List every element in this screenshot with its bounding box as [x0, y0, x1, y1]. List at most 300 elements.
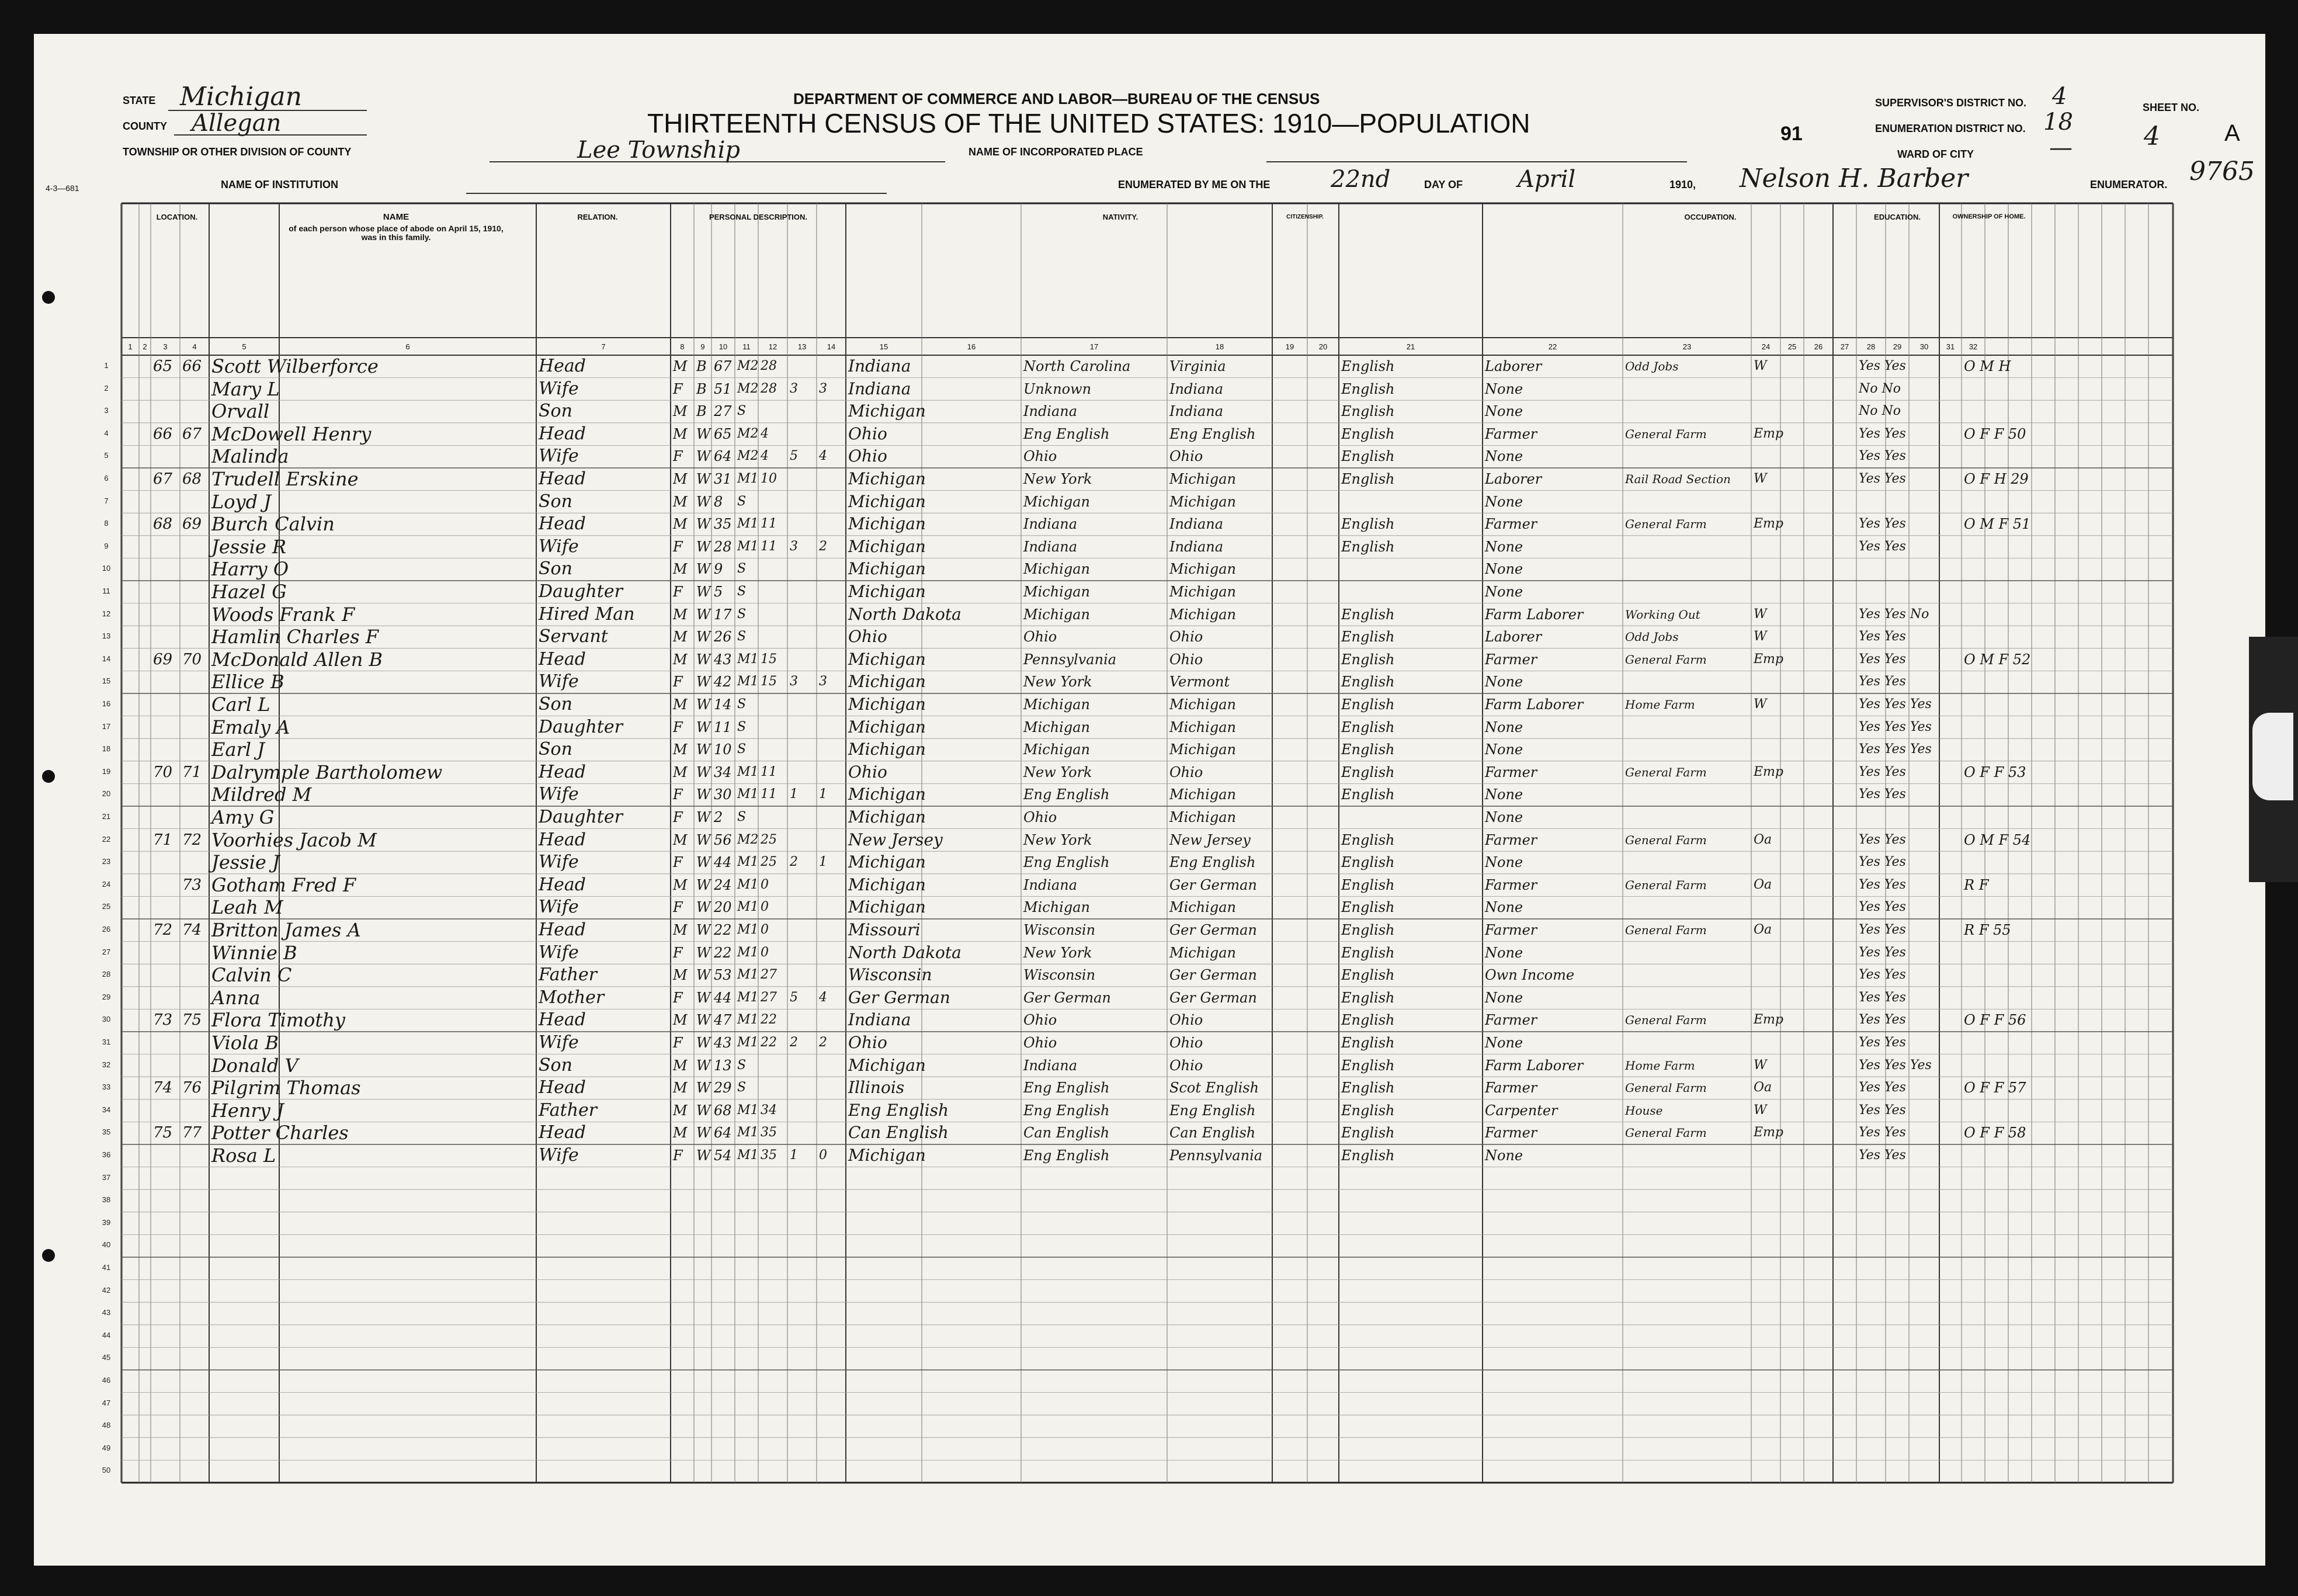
cell-edu: Yes Yes: [1859, 877, 1906, 892]
cell-fbp: Eng English: [1023, 1147, 1110, 1164]
column-number: 6: [405, 342, 410, 351]
cell-lang: English: [1341, 651, 1395, 668]
cell-bp: North Dakota: [848, 942, 961, 962]
cell-bp: Missouri: [848, 920, 921, 939]
cell-liv: 1: [819, 855, 827, 870]
cell-mar: M2: [737, 381, 759, 396]
cell-name: Jessie R: [211, 535, 287, 558]
cell-mbp: Eng English: [1169, 425, 1256, 442]
cell-born: 5: [790, 990, 798, 1005]
cell-mar: S: [737, 561, 747, 577]
cell-lang: English: [1341, 719, 1395, 735]
cell-sex: M: [673, 471, 688, 487]
cell-mbp: Michigan: [1169, 584, 1236, 600]
cell-mar: M1: [737, 922, 759, 937]
cell-age: 44: [714, 854, 732, 871]
sheet-letter: A: [2224, 120, 2240, 146]
cell-edu: Yes Yes: [1859, 1080, 1906, 1095]
cell-name: Mary L: [211, 377, 280, 400]
cell-fbp: Michigan: [1023, 696, 1090, 713]
cell-fbp: Wisconsin: [1023, 922, 1096, 938]
occupation-heading: OCCUPATION.: [1684, 213, 1737, 221]
cell-sex: M: [673, 876, 688, 893]
cell-born: 3: [790, 674, 798, 689]
cell-age: 22: [714, 922, 732, 938]
row-number: 40: [102, 1240, 111, 1250]
cell-mar: M1: [737, 764, 759, 779]
cell-yrs: 35: [761, 1148, 777, 1163]
cell-fbp: North Carolina: [1023, 358, 1131, 374]
cell-lang: English: [1341, 1102, 1395, 1119]
cell-emp: W: [1754, 359, 1767, 373]
cell-ind: General Farm: [1625, 923, 1707, 937]
row-number: 25: [102, 902, 111, 911]
cell-mar: M2: [737, 359, 759, 373]
cell-mar: M1: [737, 945, 759, 960]
cell-lang: English: [1341, 1035, 1395, 1051]
cell-race: W: [696, 471, 711, 487]
cell-fbp: New York: [1023, 944, 1092, 961]
name-heading: NAME: [383, 212, 409, 222]
cell-mbp: Michigan: [1169, 741, 1236, 758]
row-number: 23: [102, 857, 111, 866]
cell-rel: Head: [539, 1009, 586, 1031]
cell-name: Potter Charles: [211, 1122, 349, 1144]
cell-name: Emaly A: [211, 716, 290, 738]
relation-heading: RELATION.: [577, 213, 618, 221]
cell-rel: Daughter: [539, 807, 623, 827]
cell-ind: Home Farm: [1625, 698, 1695, 712]
cell-age: 51: [714, 380, 732, 397]
cell-mar: M1: [737, 855, 759, 870]
cell-fbp: Ohio: [1023, 1012, 1057, 1029]
cell-race: W: [696, 1147, 711, 1164]
column-number: 9: [700, 342, 705, 351]
cell-mbp: Scot English: [1169, 1080, 1259, 1097]
cell-trade: Farmer: [1485, 651, 1537, 668]
cell-rel: Wife: [539, 446, 579, 467]
cell-edu: Yes Yes: [1859, 945, 1906, 960]
cell-fbp: Eng English: [1023, 425, 1110, 442]
cell-lang: English: [1341, 1012, 1395, 1029]
cell-age: 43: [714, 651, 732, 668]
cell-mar: M1: [737, 967, 759, 983]
cell-fam: 66: [182, 358, 202, 375]
cell-mbp: Pennsylvania: [1169, 1147, 1263, 1164]
cell-lang: English: [1341, 403, 1395, 420]
cell-yrs: 27: [761, 967, 777, 983]
education-heading: EDUCATION.: [1874, 213, 1921, 221]
cell-mbp: Michigan: [1169, 696, 1236, 713]
cell-mbp: Michigan: [1169, 809, 1236, 825]
cell-lang: English: [1341, 922, 1395, 938]
column-number: 10: [718, 342, 728, 351]
census-title: THIRTEENTH CENSUS OF THE UNITED STATES: 1910—POPULATION: [647, 108, 1530, 138]
cell-lang: English: [1341, 741, 1395, 758]
cell-yrs: 34: [761, 1102, 777, 1118]
row-number: 26: [102, 925, 111, 934]
cell-rel: Wife: [539, 671, 579, 692]
cell-rel: Wife: [539, 1145, 579, 1165]
cell-rel: Wife: [539, 897, 579, 918]
cell-name: Amy G: [211, 806, 275, 828]
citizenship-heading: CITIZENSHIP.: [1286, 214, 1324, 220]
cell-race: W: [696, 1035, 711, 1051]
supervisor-label: SUPERVISOR'S DISTRICT NO.: [1875, 97, 2026, 109]
cell-fam: 70: [182, 650, 202, 668]
cell-age: 24: [714, 876, 732, 893]
cell-mbp: Michigan: [1169, 944, 1236, 961]
row-number: 19: [102, 766, 111, 776]
cell-race: W: [696, 493, 711, 510]
cell-mbp: Michigan: [1169, 606, 1236, 623]
cell-lang: English: [1341, 876, 1395, 893]
cell-mar: M1: [737, 990, 759, 1005]
cell-bp: Michigan: [848, 897, 926, 917]
cell-fam: 74: [182, 921, 202, 939]
cell-bp: Michigan: [848, 740, 926, 759]
column-number: 3: [163, 342, 168, 351]
cell-bp: Michigan: [848, 785, 926, 804]
cell-sex: F: [673, 584, 683, 600]
cell-bp: Ohio: [848, 762, 887, 782]
cell-age: 9: [714, 561, 723, 578]
cell-lang: English: [1341, 1147, 1395, 1164]
cell-yrs: 0: [761, 922, 769, 937]
cell-name: Calvin C: [211, 964, 292, 987]
cell-fbp: Eng English: [1023, 854, 1110, 871]
cell-fbp: Indiana: [1023, 516, 1078, 533]
cell-sex: M: [673, 1080, 688, 1097]
cell-fbp: Eng English: [1023, 1102, 1110, 1119]
cell-fbp: Ohio: [1023, 809, 1057, 825]
cell-age: 17: [714, 606, 732, 623]
cell-fam: 71: [182, 763, 202, 781]
form-code: 4-3—681: [46, 183, 79, 193]
cell-name: Trudell Erskine: [211, 468, 359, 490]
cell-lang: English: [1341, 989, 1395, 1006]
row-number: 27: [102, 947, 111, 956]
cell-trade: Farmer: [1485, 876, 1537, 893]
cell-bp: Wisconsin: [848, 965, 932, 985]
cell-yrs: 10: [761, 471, 777, 486]
cell-edu: Yes Yes: [1859, 651, 1906, 667]
row-number: 39: [102, 1217, 111, 1227]
cell-race: B: [696, 380, 707, 397]
cell-name: Hazel G: [211, 581, 287, 603]
column-number: 27: [1840, 342, 1849, 351]
cell-yrs: 25: [761, 832, 777, 847]
location-heading: LOCATION.: [156, 213, 198, 221]
cell-ind: General Farm: [1625, 1126, 1707, 1140]
cell-edu: Yes Yes: [1859, 359, 1906, 373]
cell-emp: W: [1754, 697, 1767, 712]
cell-sex: M: [673, 493, 688, 510]
cell-edu: Yes Yes: [1859, 764, 1906, 779]
cell-edu: Yes Yes: [1859, 426, 1906, 441]
cell-race: W: [696, 967, 711, 984]
row-number: 28: [102, 970, 111, 979]
cell-sex: M: [673, 967, 688, 984]
cell-edu: Yes Yes: [1859, 629, 1906, 644]
name-description: of each person whose place of abode on April 15, 1910, was in this family.: [289, 224, 504, 242]
cell-age: 26: [714, 629, 732, 646]
cell-yrs: 27: [761, 990, 777, 1005]
row-number: 9: [104, 541, 109, 550]
cell-edu: Yes Yes: [1859, 900, 1906, 915]
enumeration-label: ENUMERATION DISTRICT NO.: [1875, 123, 2026, 134]
cell-sex: F: [673, 809, 683, 825]
cell-bp: Indiana: [848, 379, 911, 398]
column-number: 24: [1761, 342, 1771, 351]
day-label: DAY OF: [1424, 179, 1463, 190]
cell-bp: Ohio: [848, 1033, 887, 1052]
cell-mbp: Indiana: [1169, 403, 1224, 420]
cell-race: W: [696, 1012, 711, 1029]
cell-age: 47: [714, 1012, 732, 1029]
cell-age: 56: [714, 831, 732, 848]
county-value: Allegan: [192, 110, 282, 137]
cell-name: Donald V: [211, 1054, 298, 1077]
column-number: 17: [1089, 342, 1099, 351]
cell-age: 27: [714, 403, 732, 420]
cell-mar: S: [737, 584, 747, 599]
cell-rel: Son: [539, 491, 572, 512]
cell-emp: Emp: [1754, 426, 1784, 441]
cell-bp: Michigan: [848, 469, 926, 488]
cell-fbp: New York: [1023, 471, 1092, 487]
cell-sex: M: [673, 1057, 688, 1074]
cell-edu: Yes Yes: [1859, 1125, 1906, 1140]
cell-mbp: New Jersey: [1169, 831, 1251, 848]
cell-age: 2: [714, 809, 723, 825]
enumeration-value: 18: [2043, 109, 2073, 136]
cell-trade: None: [1485, 989, 1523, 1006]
stamp-number: 9765: [2189, 157, 2255, 186]
cell-name: Earl J: [211, 738, 265, 761]
column-number: 23: [1682, 342, 1692, 351]
cell-lang: English: [1341, 471, 1395, 487]
cell-mbp: Indiana: [1169, 380, 1224, 397]
column-number: 20: [1318, 342, 1328, 351]
cell-fbp: Pennsylvania: [1023, 651, 1117, 668]
row-number: 33: [102, 1082, 111, 1092]
cell-fam: 69: [182, 515, 202, 533]
cell-age: 44: [714, 989, 732, 1006]
cell-liv: 2: [819, 539, 827, 554]
cell-lang: English: [1341, 764, 1395, 780]
cell-name: Woods Frank F: [211, 603, 355, 626]
row-number: 49: [102, 1443, 111, 1452]
cell-rel: Daughter: [539, 581, 623, 602]
cell-sex: F: [673, 899, 683, 916]
cell-mar: M1: [737, 1012, 759, 1028]
cell-race: W: [696, 584, 711, 600]
row-number: 8: [104, 519, 109, 528]
column-number: 19: [1285, 342, 1294, 351]
cell-age: 5: [714, 584, 723, 600]
column-number: 30: [1919, 342, 1929, 351]
cell-race: W: [696, 854, 711, 871]
cell-ind: Odd Jobs: [1625, 359, 1679, 373]
cell-ind: Odd Jobs: [1625, 630, 1679, 644]
cell-race: W: [696, 425, 711, 442]
cell-emp: Emp: [1754, 516, 1784, 532]
cell-edu: Yes Yes: [1859, 1012, 1906, 1028]
cell-age: 14: [714, 696, 732, 713]
cell-name: Jessie J: [211, 851, 280, 874]
cell-edu: Yes Yes Yes: [1859, 697, 1932, 712]
cell-edu: Yes Yes: [1859, 674, 1906, 689]
cell-yrs: 11: [761, 787, 777, 802]
cell-race: W: [696, 561, 711, 578]
row-number: 32: [102, 1060, 111, 1069]
cell-mbp: Virginia: [1169, 358, 1226, 374]
cell-dw: 71: [153, 831, 173, 849]
cell-edu: Yes Yes: [1859, 449, 1906, 464]
cell-emp: W: [1754, 606, 1767, 622]
cell-sex: M: [673, 651, 688, 668]
cell-lang: English: [1341, 786, 1395, 803]
row-number: 38: [102, 1195, 111, 1205]
cell-sex: M: [673, 606, 688, 623]
cell-mbp: Eng English: [1169, 854, 1256, 871]
cell-mar: S: [737, 1057, 747, 1073]
cell-mbp: Michigan: [1169, 471, 1236, 487]
cell-name: McDowell Henry: [211, 422, 372, 445]
cell-bp: Ohio: [848, 446, 887, 466]
cell-lang: English: [1341, 674, 1395, 691]
cell-race: W: [696, 629, 711, 646]
cell-yrs: 4: [761, 426, 769, 441]
cell-sex: F: [673, 380, 683, 397]
cell-emp: Emp: [1754, 1125, 1784, 1140]
cell-race: W: [696, 674, 711, 691]
cell-lang: English: [1341, 448, 1395, 465]
cell-lang: English: [1341, 538, 1395, 555]
cell-yrs: 11: [761, 516, 777, 532]
cell-trade: Carpenter: [1485, 1102, 1558, 1119]
row-number: 7: [104, 496, 109, 505]
cell-liv: 3: [819, 674, 827, 689]
cell-mbp: Vermont: [1169, 674, 1230, 691]
column-number: 15: [879, 342, 888, 351]
cell-mar: S: [737, 810, 747, 824]
cell-emp: Oa: [1754, 922, 1772, 937]
cell-age: 31: [714, 471, 732, 487]
cell-edu: Yes Yes: [1859, 516, 1906, 532]
cell-mar: M1: [737, 516, 759, 532]
cell-sex: M: [673, 516, 688, 533]
cell-lang: English: [1341, 1057, 1395, 1074]
cell-mar: S: [737, 697, 747, 712]
cell-mar: S: [737, 404, 747, 419]
cell-sex: F: [673, 854, 683, 871]
column-number: 26: [1814, 342, 1823, 351]
cell-sex: M: [673, 629, 688, 646]
cell-rel: Head: [539, 920, 586, 940]
row-number: 29: [102, 992, 111, 1001]
cell-rel: Wife: [539, 378, 579, 399]
cell-race: W: [696, 989, 711, 1006]
cell-fbp: Ohio: [1023, 448, 1057, 465]
row-number: 30: [102, 1015, 111, 1024]
cell-name: Harry O: [211, 558, 289, 581]
cell-yrs: 11: [761, 764, 777, 779]
cell-trade: None: [1485, 741, 1523, 758]
cell-rel: Hired Man: [539, 603, 635, 624]
cell-own: O F H 29: [1964, 471, 2029, 487]
cell-name: Malinda: [211, 445, 289, 468]
cell-sex: F: [673, 944, 683, 961]
row-number: 15: [102, 676, 111, 686]
cell-mbp: Ohio: [1169, 764, 1203, 780]
cell-fbp: Michigan: [1023, 606, 1090, 623]
cell-fbp: New York: [1023, 831, 1092, 848]
cell-name: Gotham Fred F: [211, 873, 356, 896]
cell-bp: Michigan: [848, 1146, 926, 1165]
cell-born: 2: [790, 855, 798, 870]
cell-name: Mildred M: [211, 783, 312, 806]
cell-trade: None: [1485, 944, 1523, 961]
row-number: 11: [102, 587, 110, 595]
cell-mar: S: [737, 742, 747, 757]
cell-age: 10: [714, 741, 732, 758]
cell-mbp: Ger German: [1169, 989, 1257, 1006]
cell-lang: English: [1341, 944, 1395, 961]
cell-fam: 77: [182, 1124, 202, 1142]
cell-trade: Farmer: [1485, 1080, 1537, 1097]
cell-trade: None: [1485, 1147, 1523, 1164]
cell-name: Hamlin Charles F: [211, 626, 379, 648]
cell-name: Flora Timothy: [211, 1009, 345, 1032]
cell-edu: Yes Yes Yes: [1859, 742, 1932, 757]
cell-bp: Ohio: [848, 627, 887, 647]
cell-race: W: [696, 696, 711, 713]
cell-edu: Yes Yes: [1859, 832, 1906, 847]
cell-sex: F: [673, 786, 683, 803]
cell-dw: 68: [153, 515, 173, 533]
cell-fam: 68: [182, 470, 202, 488]
cell-mbp: Michigan: [1169, 899, 1236, 916]
cell-lang: English: [1341, 854, 1395, 871]
cell-race: W: [696, 741, 711, 758]
cell-trade: None: [1485, 899, 1523, 916]
cell-race: W: [696, 876, 711, 893]
cell-race: B: [696, 403, 707, 420]
cell-bp: North Dakota: [848, 604, 961, 624]
row-number: 17: [102, 721, 111, 731]
cell-trade: Farmer: [1485, 922, 1537, 938]
cell-rel: Wife: [539, 942, 579, 963]
cell-mbp: Ger German: [1169, 922, 1257, 938]
cell-fam: 73: [182, 876, 202, 894]
cell-lang: English: [1341, 967, 1395, 984]
cell-edu: Yes Yes: [1859, 922, 1906, 937]
year-label: 1910,: [1669, 179, 1696, 190]
row-number: 10: [102, 564, 111, 573]
row-number: 44: [102, 1330, 111, 1340]
cell-dw: 67: [153, 470, 173, 488]
film-edge-mark: [2252, 713, 2293, 800]
cell-bp: New Jersey: [848, 830, 943, 849]
cell-mbp: Indiana: [1169, 516, 1224, 533]
cell-mar: M1: [737, 651, 759, 667]
cell-age: 28: [714, 538, 732, 555]
cell-age: 68: [714, 1102, 732, 1119]
cell-bp: Michigan: [848, 717, 926, 737]
cell-trade: None: [1485, 380, 1523, 397]
